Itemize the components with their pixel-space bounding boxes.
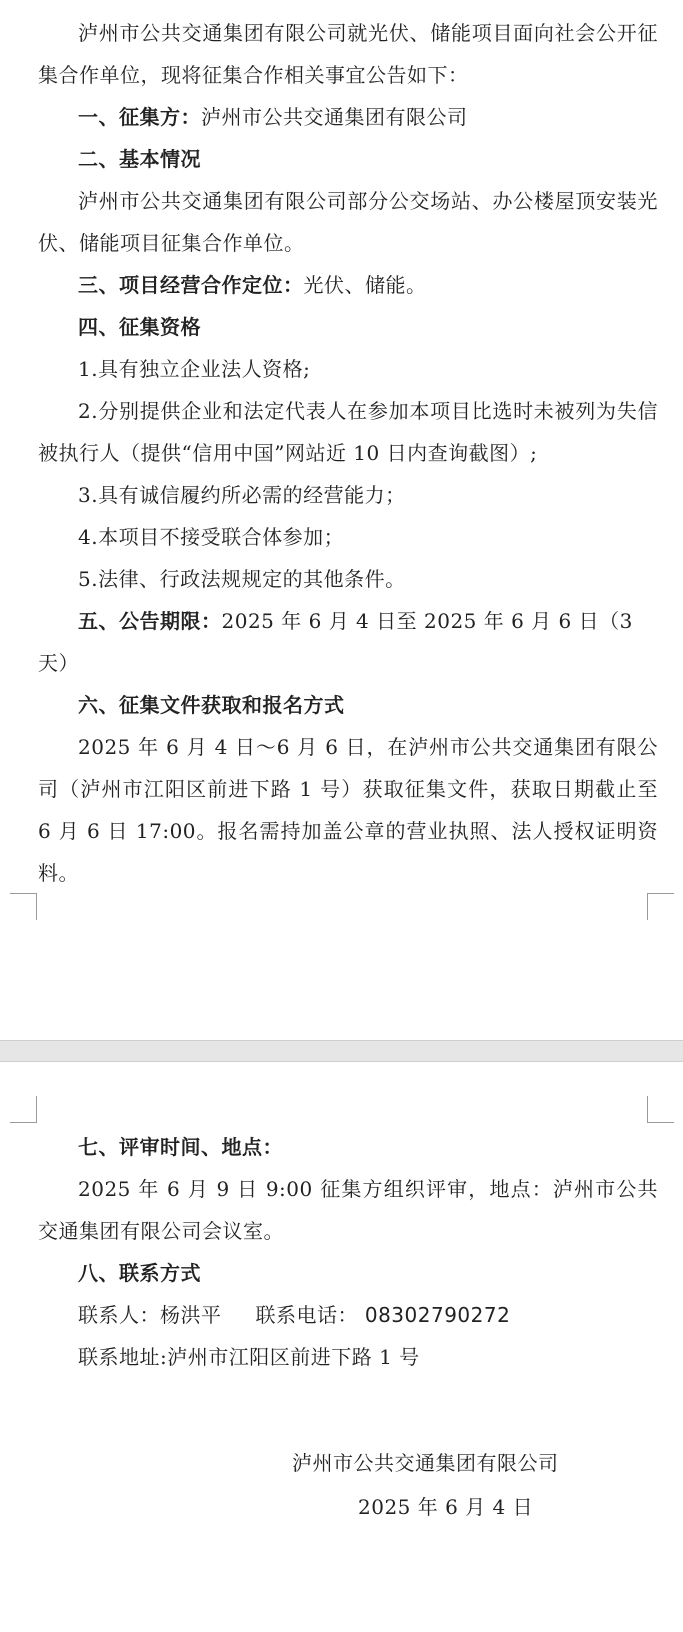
- page-corner-mark: [10, 1096, 37, 1123]
- section-3-heading: [38, 264, 658, 306]
- qualification-item: 1.具有独立企业法人资格;: [78, 357, 311, 381]
- document-page-2: [0, 1062, 683, 1632]
- phone-label: 联系电话：: [255, 1303, 358, 1327]
- phone-number: 08302790272: [364, 1303, 511, 1327]
- contact-label: 联系人：: [78, 1303, 160, 1327]
- section-7-heading: 七、评审时间、地点：: [78, 1135, 283, 1159]
- qualification-item: 3.具有诚信履约所必需的经营能力；: [78, 483, 406, 507]
- intro-paragraph: 泸州市公共交通集团有限公司就光伏、储能项目面向社会公开征集合作单位，现将征集合作相关事宜公告如下：: [38, 21, 658, 87]
- section-5-heading: [38, 600, 658, 684]
- page-2-body: [38, 1126, 658, 1378]
- contact-address: 联系地址:泸州市江阳区前进下路 1 号: [78, 1345, 420, 1369]
- section-2-text: 泸州市公共交通集团有限公司部分公交场站、办公楼屋顶安装光伏、储能项目征集合作单位。: [38, 189, 658, 255]
- section-2-heading: 二、基本情况: [78, 147, 201, 171]
- section-5-title: 五、公告期限：: [78, 609, 222, 633]
- section-6-heading: 六、征集文件获取和报名方式: [78, 693, 345, 717]
- section-3-title: 三、项目经营合作定位：: [78, 273, 304, 297]
- section-6-text: 2025 年 6 月 4 日～6 月 6 日，在泸州市公共交通集团有限公司（泸州市江阳区前进下路 1 号）获取征集文件，获取日期截止至 6 月 6 日 17:00。报名需持加盖公章的营业执照、法人授权证明资料。: [38, 735, 658, 885]
- qualification-item: 2.分别提供企业和法定代表人在参加本项目比选时未被列为失信被执行人（提供“信用中国”网站近 10 日内查询截图）;: [38, 399, 658, 465]
- page-corner-mark: [647, 1096, 674, 1123]
- signature-date: 2025 年 6 月 4 日: [358, 1495, 534, 1519]
- page-1-body: [38, 12, 658, 894]
- section-5-value: 2025 年 6 月 4 日至 2025 年 6 月 6 日（3 天）: [38, 609, 633, 675]
- section-1-value: 泸州市公共交通集团有限公司: [201, 105, 468, 129]
- section-4-heading: 四、征集资格: [78, 315, 201, 339]
- contact-line: [38, 1294, 658, 1336]
- section-3-value: 光伏、储能。: [303, 273, 427, 297]
- signature-org: 泸州市公共交通集团有限公司: [292, 1451, 559, 1475]
- section-7-text: 2025 年 6 月 9 日 9:00 征集方组织评审，地点：泸州市公共交通集团有限公司会议室。: [38, 1177, 658, 1243]
- page-break-gap: [0, 1040, 683, 1062]
- qualification-item: 4.本项目不接受联合体参加；: [78, 525, 345, 549]
- section-1-title: 一、征集方：: [78, 105, 201, 129]
- qualification-item: 5.法律、行政法规规定的其他条件。: [78, 567, 406, 591]
- contact-name: 杨洪平: [160, 1303, 222, 1327]
- page-corner-mark: [10, 893, 37, 920]
- section-1-heading: [38, 96, 658, 138]
- page-corner-mark: [647, 893, 674, 920]
- section-8-heading: 八、联系方式: [78, 1261, 201, 1285]
